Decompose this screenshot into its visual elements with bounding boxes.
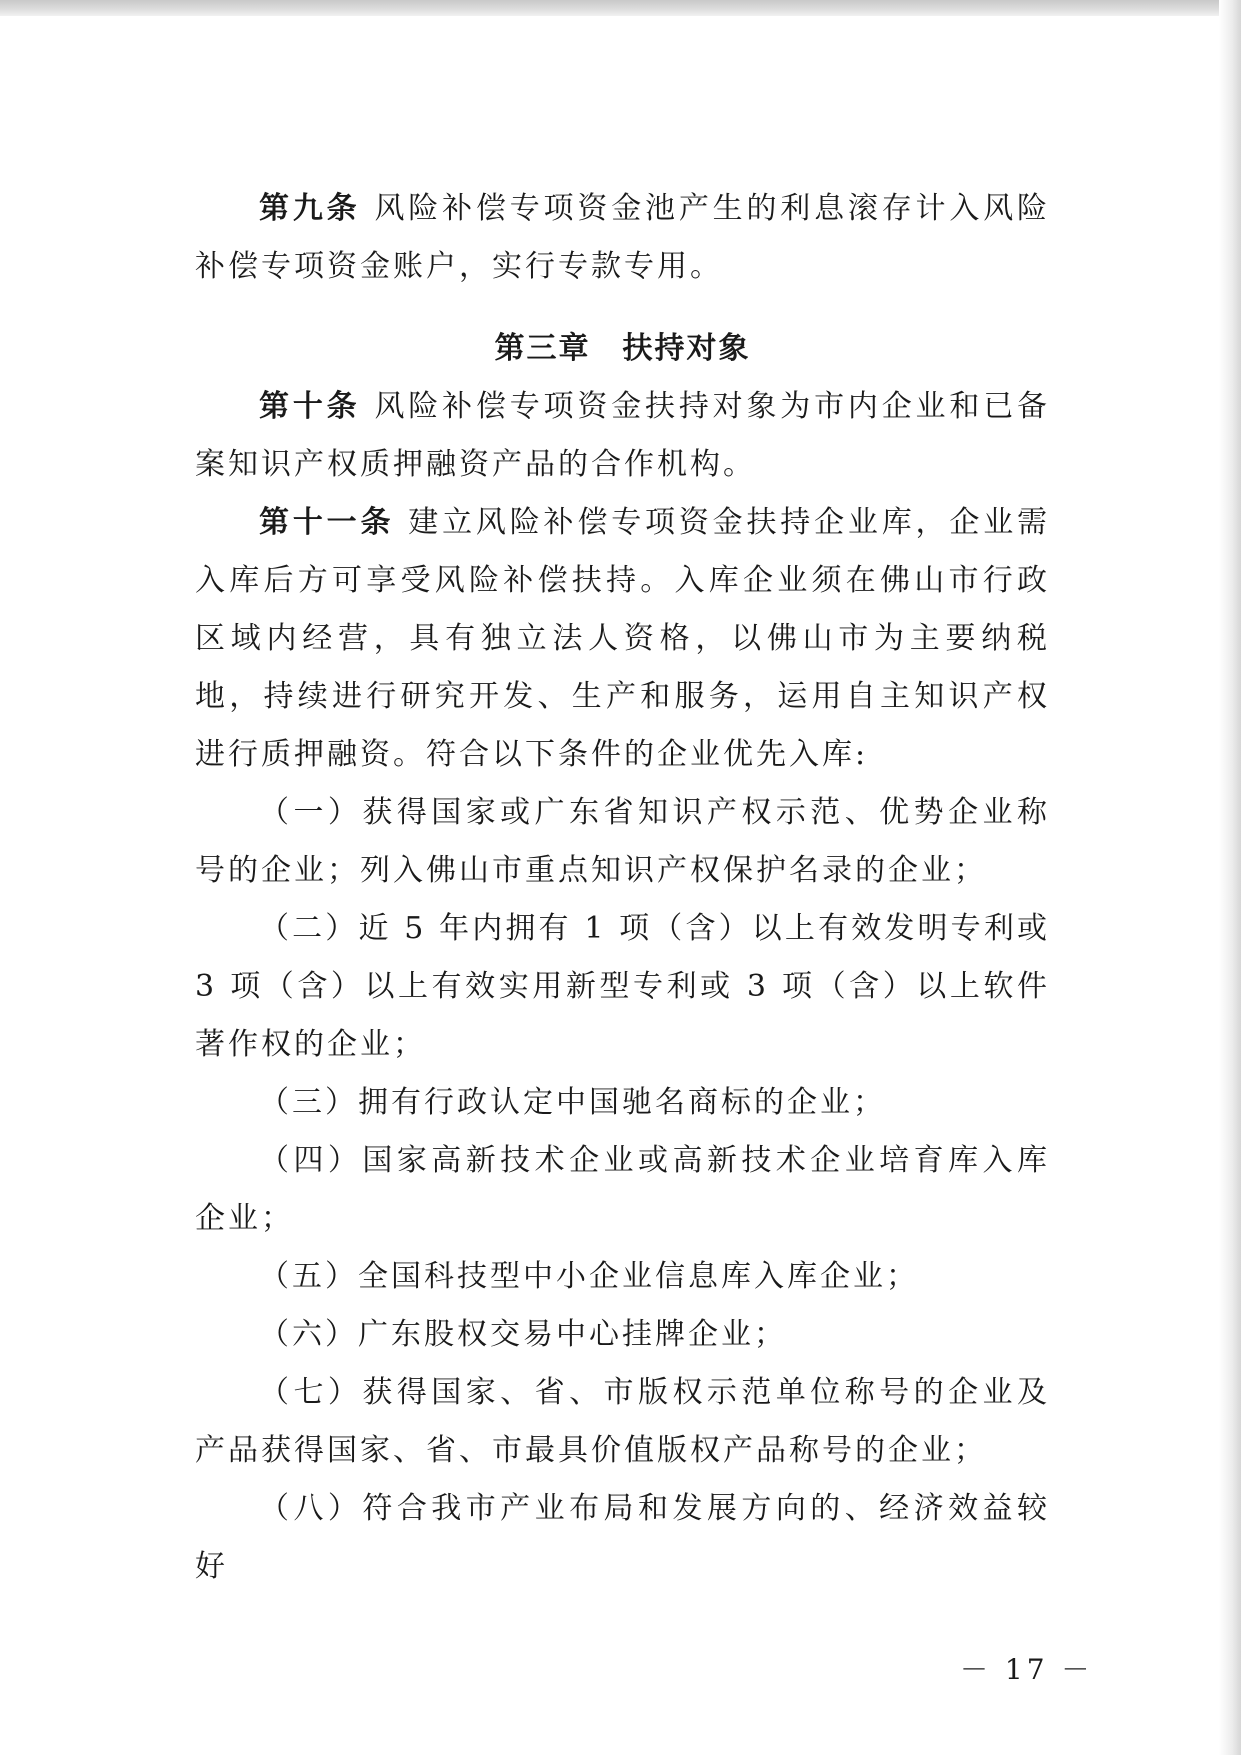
list-item-3: （三）拥有行政认定中国驰名商标的企业； (259, 1085, 886, 1120)
page-number: － 17 － (960, 1653, 1094, 1686)
list-item-6: （六）广东股权交易中心挂牌企业； (259, 1317, 787, 1352)
list-item-1: （一）获得国家或广东省知识产权示范、优势企业称号的企业；列入佛山市重点知识产权保护名录的企业； (195, 795, 1050, 888)
article-9-text: 风险补偿专项资金池产生的利息滚存计入风险补偿专项资金账户，实行专款专用。 (195, 191, 1051, 284)
article-10 (195, 378, 1050, 494)
article-10-text: 风险补偿专项资金扶持对象为市内企业和已备案知识产权质押融资产品的合作机构。 (195, 389, 1051, 482)
list-item-8: （八）符合我市产业布局和发展方向的、经济效益较好 (195, 1491, 1050, 1584)
article-9 (195, 180, 1050, 296)
article-9-label: 第九条 (259, 191, 361, 226)
list-item-5: （五）全国科技型中小企业信息库入库企业； (259, 1259, 919, 1294)
article-11-label: 第十一条 (259, 505, 395, 540)
list-item-2: （二）近 5 年内拥有 1 项（含）以上有效发明专利或 3 项（含）以上有效实用新型专利或 3 项（含）以上软件著作权的企业； (195, 911, 1050, 1062)
list-item-4: （四）国家高新技术企业或高新技术企业培育库入库企业； (195, 1143, 1050, 1236)
chapter-heading: 第三章 扶持对象 (494, 331, 751, 366)
list-item-7: （七）获得国家、省、市版权示范单位称号的企业及产品获得国家、省、市最具价值版权产品称号的企业； (195, 1375, 1050, 1468)
article-10-label: 第十条 (259, 389, 361, 424)
scan-edge-right (1219, 0, 1241, 1755)
article-11 (195, 494, 1050, 784)
article-11-text: 建立风险补偿专项资金扶持企业库，企业需入库后方可享受风险补偿扶持。入库企业须在佛山市行政区域内经营，具有独立法人资格，以佛山市为主要纳税地，持续进行研究开发、生产和服务，运用自主知识产权进行质押融资。符合以下条件的企业优先入库: (195, 505, 1051, 772)
scan-edge-top (0, 0, 1241, 16)
document-page (195, 180, 1050, 1596)
